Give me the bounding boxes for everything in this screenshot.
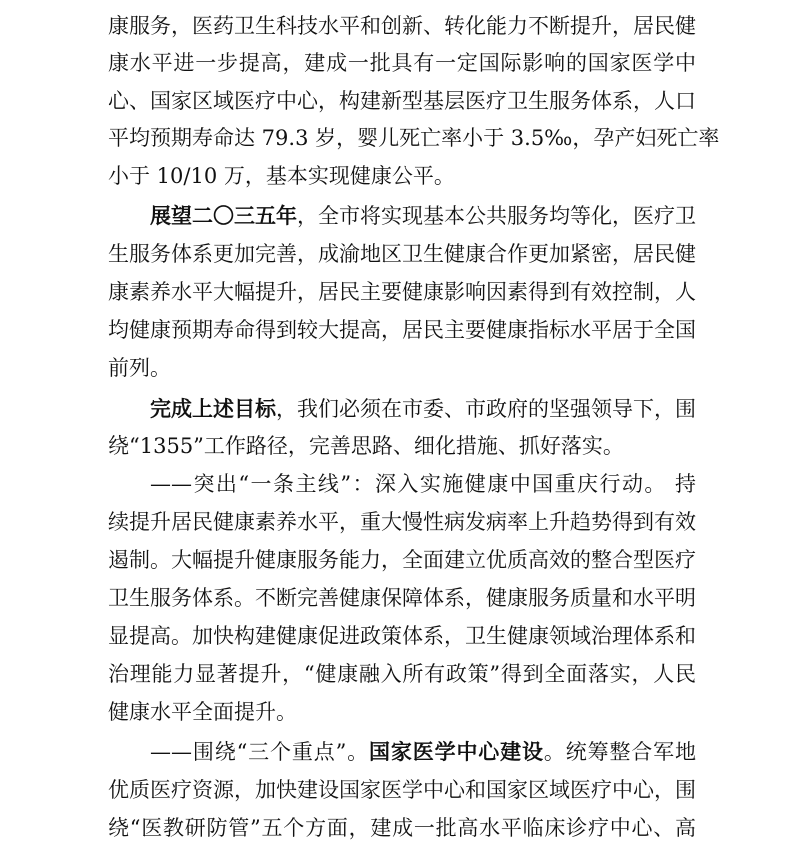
bold-phrase: 国家医学中心建设	[369, 740, 544, 764]
paragraph-lead: 展望二〇三五年	[150, 204, 297, 228]
text-line: 康水平进一步提高，建成一批具有一定国际影响的国家医学中	[108, 51, 696, 75]
text-line: 康服务，医药卫生科技水平和创新、转化能力不断提升，居民健	[108, 14, 696, 38]
text-line: 均健康预期寿命得到较大提高，居民主要健康指标水平居于全国	[108, 318, 696, 342]
text-run: ，我们必须在市委、市政府的坚强领导下，围	[276, 397, 696, 421]
text-line: 卫生服务体系。不断完善健康保障体系，健康服务质量和水平明	[108, 586, 696, 610]
paragraph-first-line	[150, 198, 696, 234]
text-line: 遏制。大幅提升健康服务能力，全面建立优质高效的整合型医疗	[108, 548, 696, 572]
text-line: 前列。	[108, 356, 171, 380]
text-line: 平均预期寿命达 79.3 岁，婴儿死亡率小于 3.5‰，孕产妇死亡率	[108, 126, 720, 150]
document-page	[108, 0, 720, 850]
paragraph-first-line	[150, 734, 696, 770]
paragraph-lead: ——围绕“三个重点”。	[150, 740, 370, 764]
paragraph-lead: ——突出“一条主线”：深入实施健康中国重庆行动。	[150, 472, 667, 496]
text-line: 心、国家区域医疗中心，构建新型基层医疗卫生服务体系，人口	[108, 89, 696, 113]
text-line: 治理能力显著提升，“健康融入所有政策”得到全面落实，人民	[108, 662, 696, 686]
text-line: 康素养水平大幅提升，居民主要健康影响因素得到有效控制，人	[108, 280, 696, 304]
text-line: 显提高。加快构建健康促进政策体系，卫生健康领域治理体系和	[108, 624, 696, 648]
text-line: 优质医疗资源，加快建设国家医学中心和国家区域医疗中心，围	[108, 778, 696, 802]
text-line: 健康水平全面提升。	[108, 700, 297, 724]
text-run: 。统筹整合军地	[543, 740, 697, 764]
text-run: 持	[666, 472, 696, 496]
paragraph-lead: 完成上述目标	[150, 397, 276, 421]
text-line: 续提升居民健康素养水平，重大慢性病发病率上升趋势得到有效	[108, 510, 696, 534]
text-line: 生服务体系更加完善，成渝地区卫生健康合作更加紧密，居民健	[108, 242, 696, 266]
paragraph-first-line	[150, 391, 696, 427]
text-line: 小于 10/10 万，基本实现健康公平。	[108, 164, 455, 188]
text-line: 绕“1355”工作路径，完善思路、细化措施、抓好落实。	[108, 434, 624, 458]
text-line: 绕“医教研防管”五个方面，建成一批高水平临床诊疗中心、高	[108, 816, 696, 840]
paragraph-first-line	[150, 466, 696, 502]
text-run: ，全市将实现基本公共服务均等化，医疗卫	[297, 204, 696, 228]
